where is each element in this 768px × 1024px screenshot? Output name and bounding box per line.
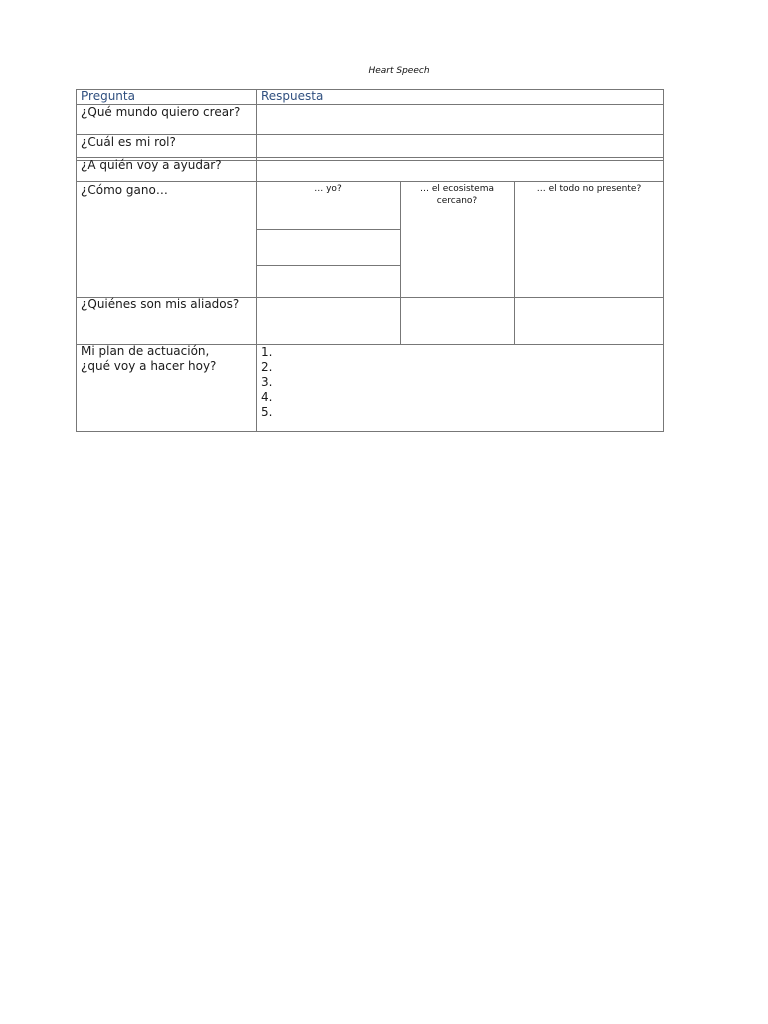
document-title: Heart Speech: [368, 66, 430, 76]
question-mundo: ¿Qué mundo quiero crear?: [81, 105, 241, 119]
list-item: 5.: [261, 405, 273, 419]
list-item: 1.: [261, 345, 273, 359]
yo-split: [256, 229, 400, 230]
header-respuesta: Respuesta: [261, 89, 324, 103]
question-ayudar: ¿A quién voy a ayudar?: [81, 158, 222, 172]
heart-speech-table: [76, 89, 664, 432]
subcolumn-divider: [400, 181, 401, 344]
list-item: 3.: [261, 375, 273, 389]
yo-split: [256, 265, 400, 266]
question-aliados: ¿Quiénes son mis aliados?: [81, 297, 240, 311]
question-rol: ¿Cuál es mi rol?: [81, 135, 176, 149]
plan-list: [261, 345, 272, 420]
column-divider: [256, 89, 257, 432]
subcolumn-divider: [514, 181, 515, 344]
question-plan: Mi plan de actuación, ¿qué voy a hacer hoy?: [81, 344, 217, 373]
subheader-ecosistema: … el ecosistema cercano?: [420, 184, 494, 206]
row-divider: [76, 181, 664, 182]
subheader-todo: … el todo no presente?: [536, 184, 642, 194]
header-pregunta: Pregunta: [81, 89, 135, 103]
list-item: 4.: [261, 390, 273, 404]
subheader-yo: … yo?: [314, 184, 342, 194]
list-item: 2.: [261, 360, 273, 374]
question-gano: ¿Cómo gano…: [81, 183, 168, 197]
